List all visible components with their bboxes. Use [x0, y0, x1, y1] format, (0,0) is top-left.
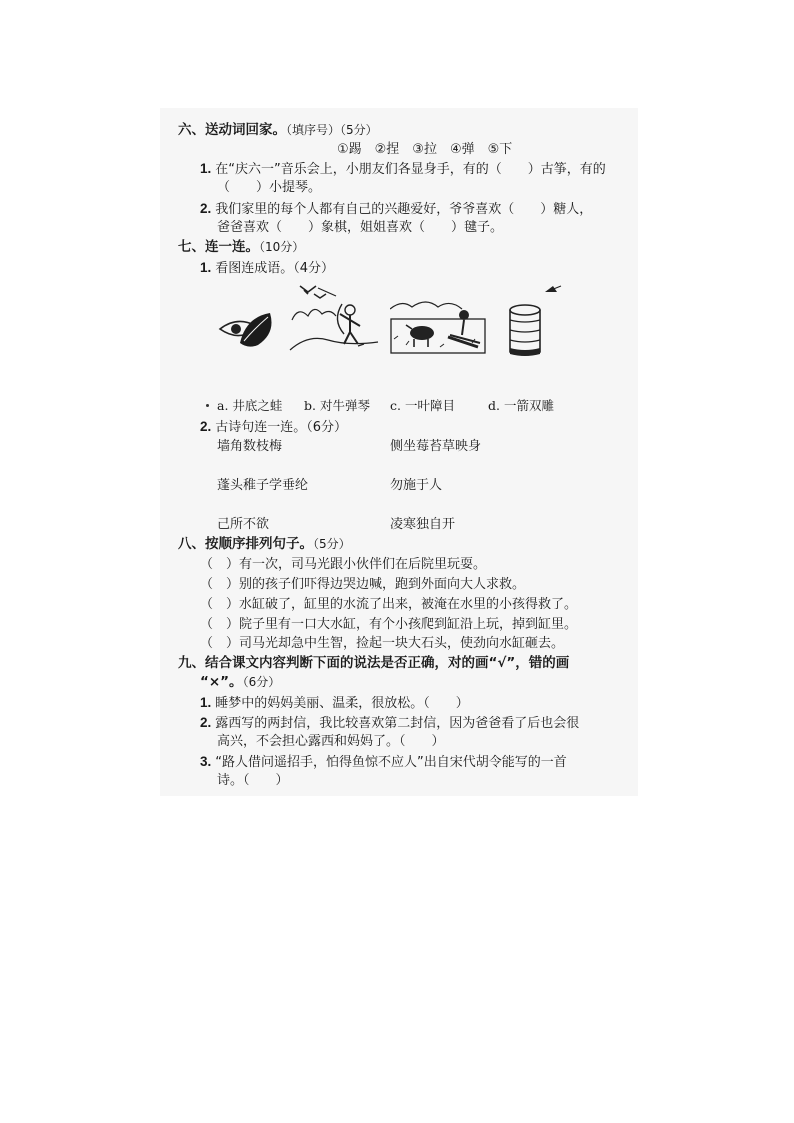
s7-question-1: 1. 看图连成语。（4分） [200, 260, 335, 276]
idiom-b: b. 对牛弹琴 [304, 398, 370, 413]
idiom-c: c. 一叶障目 [390, 398, 455, 413]
poem-right-1: 侧坐莓苔草映身 [390, 439, 482, 454]
section-7-heading: 七、连一连。（10分） [178, 239, 305, 255]
s9-question-2-line-2: 高兴，不会担心露西和妈妈了。（ ） [217, 734, 445, 749]
s9-question-3-line-2: 诗。（ ） [217, 773, 289, 788]
s7-question-2: 2. 古诗句连一连。（6分） [200, 419, 348, 435]
section-8-heading: 八、按顺序排列句子。（5分） [178, 536, 351, 552]
sentence-3: （ ）水缸破了，缸里的水流了出来，被淹在水里的小孩得救了。 [200, 597, 578, 612]
s9-question-2-line-1: 2. 露西写的两封信，我比较喜欢第二封信，因为爸爸看了后也会很 [200, 715, 580, 731]
poem-right-3: 凌寒独自开 [390, 517, 456, 532]
poem-left-1: 墙角数枝梅 [217, 439, 283, 454]
s9-question-1: 1. 睡梦中的妈妈美丽、温柔，很放松。（ ） [200, 695, 469, 711]
stray-mark [206, 404, 209, 407]
eye-leaf-icon [218, 307, 278, 351]
section-9-heading-line-1: 九、结合课文内容判断下面的说法是否正确，对的画“√”，错的画 [178, 655, 570, 671]
poem-right-2: 勿施于人 [390, 478, 443, 493]
section-6-heading: 六、送动词回家。（填序号）（5分） [178, 122, 378, 138]
idiom-a: a. 井底之蛙 [217, 398, 283, 413]
s9-question-3-line-1: 3. “路人借问遥招手，怕得鱼惊不应人”出自宋代胡令能写的一首 [200, 754, 567, 770]
s6-question-2-line-1: 2. 我们家里的每个人都有自己的兴趣爱好，爷爷喜欢（ ）糖人， [200, 201, 593, 217]
sentence-1: （ ）有一次，司马光跟小伙伴们在后院里玩耍。 [200, 557, 487, 572]
s6-question-1-line-2: （ ）小提琴。 [217, 180, 322, 195]
sentence-2: （ ）别的孩子们吓得边哭边喊，跑到外面向大人求救。 [200, 577, 526, 592]
ox-lute-icon [390, 295, 486, 355]
idiom-d: d. 一箭双雕 [488, 398, 554, 413]
sentence-5: （ ）司马光却急中生智，捡起一块大石头，使劲向水缸砸去。 [200, 636, 565, 651]
s6-question-2-line-2: 爸爸喜欢（ ）象棋，姐姐喜欢（ ）毽子。 [217, 220, 504, 235]
frog-well-icon [505, 282, 563, 358]
verb-options: ①踢 ②捏 ③拉 ④弹 ⑤下 [337, 142, 513, 157]
sentence-4: （ ）院子里有一口大水缸，有个小孩爬到缸沿上玩，掉到缸里。 [200, 617, 578, 632]
archer-birds-icon [288, 280, 380, 352]
section-9-heading-line-2: “×”。（6分） [200, 674, 281, 690]
s6-question-1-line-1: 1. 在“庆六一”音乐会上，小朋友们各显身手，有的（ ）古筝，有的 [200, 161, 606, 177]
poem-left-2: 蓬头稚子学垂纶 [217, 478, 309, 493]
poem-left-3: 己所不欲 [217, 517, 270, 532]
